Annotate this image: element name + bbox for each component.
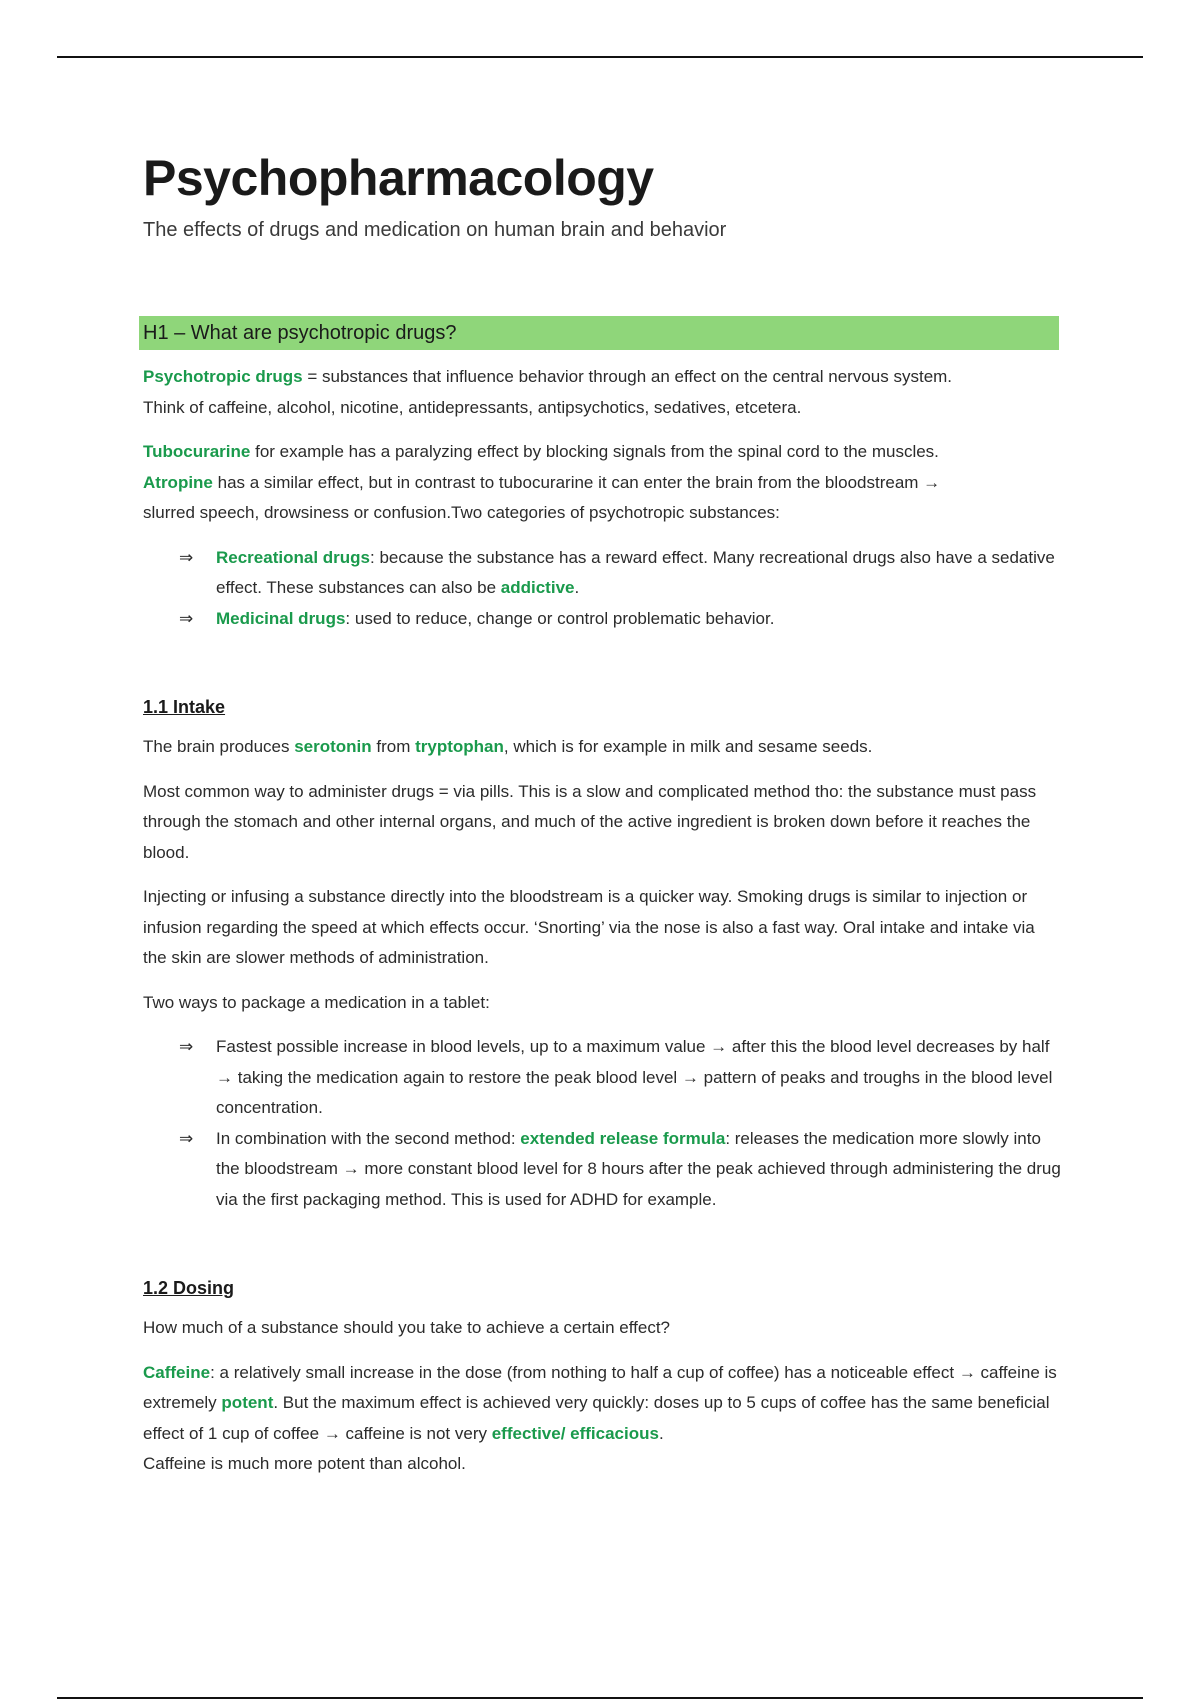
text-span: Fastest possible increase in blood levels, up to a maximum value → after this the blood level decreases by half → taking the medication again to restore the peak blood level → pattern of peaks and troughs in the blood level concentration. xyxy=(216,1037,1053,1117)
text-span: = substances that influence behavior through an effect on the central nervous system. xyxy=(302,367,953,386)
term-tryptophan: tryptophan xyxy=(415,737,504,756)
term-caffeine: Caffeine xyxy=(143,1362,211,1382)
section-heading-dosing: 1.2 Dosing xyxy=(143,1278,235,1298)
text-span: for example has a paralyzing effect by blocking signals from the spinal cord to the muscles. xyxy=(250,442,939,461)
list-item xyxy=(179,1032,1063,1124)
text-span: : releases the medication more slowly into the bloodstream → more constant blood level for 8 hours after the peak achieved through administering the drug via the first packaging method. This is used for ADHD for example. xyxy=(216,1128,1061,1209)
term-addictive: addictive xyxy=(500,578,575,597)
text-span: The brain produces xyxy=(143,737,295,756)
text-span: In combination with the second method: xyxy=(216,1128,521,1148)
header-rule xyxy=(57,56,1143,58)
list-item xyxy=(179,1124,1063,1216)
paragraph-serotonin xyxy=(143,732,1063,763)
text-span: Think of caffeine, alcohol, nicotine, antidepressants, antipsychotics, sedatives, etcetera. xyxy=(143,397,802,417)
paragraph-psychotropic xyxy=(143,362,1063,423)
list-item xyxy=(179,543,1063,604)
text-span: , which is for example in milk and sesame seeds. xyxy=(503,737,873,756)
packaging-methods-list xyxy=(143,1032,1063,1215)
arrow-bullet-icon: ⇒ xyxy=(179,547,194,567)
document-page xyxy=(143,150,1063,1480)
document-subtitle: The effects of drugs and medication on human brain and behavior xyxy=(143,219,727,241)
text-span: : a relatively small increase in the dose (from nothing to half a cup of coffee) has a noticeable effect → caffeine is extremely xyxy=(143,1362,1057,1412)
term-serotonin: serotonin xyxy=(294,737,372,756)
drug-categories-list xyxy=(143,543,1063,635)
footer-rule xyxy=(57,1697,1143,1699)
text-span: . xyxy=(658,1423,664,1443)
paragraph-tablet-intro: Two ways to package a medication in a tablet: xyxy=(143,992,490,1012)
paragraph-dosing-question: How much of a substance should you take to achieve a certain effect? xyxy=(143,1318,670,1337)
term-recreational-drugs: Recreational drugs xyxy=(216,547,370,567)
text-span: : used to reduce, change or control problematic behavior. xyxy=(345,608,775,628)
paragraph-tubocurarine xyxy=(143,437,1063,529)
text-span: . But the maximum effect is achieved very quickly: doses up to 5 cups of coffee has the same beneficial effect of 1 cup of coffee → caffeine is not very xyxy=(143,1393,1050,1443)
term-psychotropic-drugs: Psychotropic drugs xyxy=(143,367,303,386)
chapter-heading: H1 – What are psychotropic drugs? xyxy=(139,316,1059,350)
arrow-bullet-icon: ⇒ xyxy=(179,608,194,628)
list-item xyxy=(179,604,1063,635)
text-span: . xyxy=(574,578,580,597)
term-extended-release: extended release formula xyxy=(520,1128,726,1148)
paragraph-injection: Injecting or infusing a substance directly into the bloodstream is a quicker way. Smoking drugs is similar to injection or infusion regarding the speed at which effects occur. ‘Snorting’ via the nose is also a fast way. Oral intake and intake via the skin are slower methods of administration. xyxy=(143,887,1035,967)
term-atropine: Atropine xyxy=(143,472,213,492)
term-tubocurarine: Tubocurarine xyxy=(143,442,251,461)
document-title: Psychopharmacology xyxy=(143,150,654,206)
paragraph-pills: Most common way to administer drugs = via pills. This is a slow and complicated method tho: the substance must pass through the stomach and other internal organs, and much of the active ingredient is broken down before it reaches the blood. xyxy=(143,781,1037,862)
term-medicinal-drugs: Medicinal drugs xyxy=(216,608,346,628)
term-potent: potent xyxy=(221,1393,274,1412)
term-effective: effective/ efficacious xyxy=(491,1423,659,1443)
section-heading-intake: 1.1 Intake xyxy=(143,697,226,717)
text-span: from xyxy=(371,737,416,756)
arrow-bullet-icon: ⇒ xyxy=(179,1037,194,1056)
text-span: Caffeine is much more potent than alcohol. xyxy=(143,1454,466,1473)
text-span: : because the substance has a reward effect. Many recreational drugs also have a sedative effect. These substances can also be xyxy=(216,547,1055,597)
paragraph-caffeine xyxy=(143,1358,1063,1480)
text-span: has a similar effect, but in contrast to tubocurarine it can enter the brain from the bloodstream → xyxy=(212,472,941,492)
arrow-bullet-icon: ⇒ xyxy=(179,1128,194,1148)
text-span: slurred speech, drowsiness or confusion.Two categories of psychotropic substances: xyxy=(143,503,780,522)
